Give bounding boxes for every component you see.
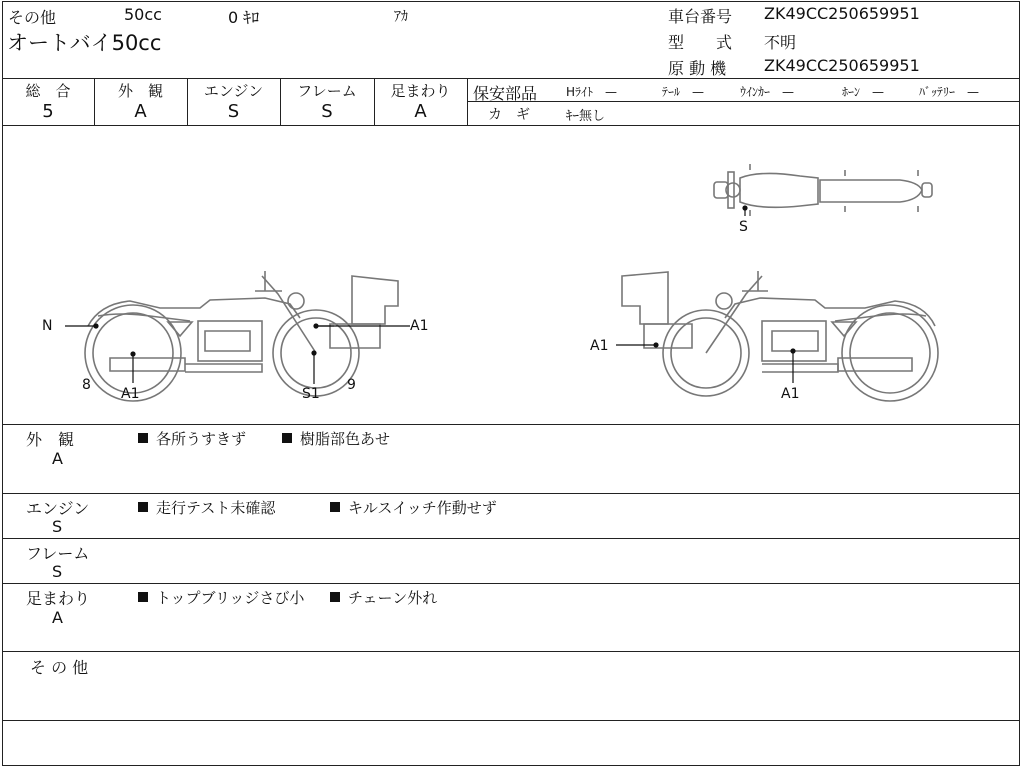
section-engine-note (138, 497, 275, 518)
section-suspension-grade: A (52, 608, 63, 627)
left-view-mark-s1: S1 (302, 386, 320, 402)
grade-engine-label: エンジン (203, 82, 264, 100)
safety-parts-title: 保安部品 (473, 84, 538, 103)
vehicle-type: オートバイ50cc (7, 31, 162, 55)
grade-total-value: 5 (42, 101, 54, 122)
other-label: その他 (8, 8, 57, 27)
note-text: 走行テスト未確認 (156, 499, 276, 517)
section-suspension-note (138, 587, 304, 608)
grade-divider (467, 78, 468, 125)
model-value: 不明 (764, 33, 797, 52)
key-value: ｷｰ無し (566, 109, 606, 124)
note-text: 樹脂部色あせ (300, 430, 391, 448)
motorcycle-right-view (622, 271, 938, 401)
left-view-mark-a1-case: A1 (410, 318, 429, 334)
engine-label: 原 動 機 (668, 59, 727, 78)
top-view-mark: S (739, 219, 748, 235)
grade-frame-label: フレーム (297, 82, 357, 100)
safety-item-battery: ﾊﾞｯﾃﾘｰ — (919, 85, 980, 99)
safety-item-horn: ﾎｰﾝ — (842, 85, 885, 99)
grade-total-label: 総 合 (25, 82, 71, 100)
section-suspension-label: 足まわり (26, 589, 91, 608)
section-frame-grade: S (52, 562, 63, 581)
color-value: ｱｶ (394, 9, 408, 25)
grade-exterior-value: A (134, 101, 147, 122)
frame-number-label: 車台番号 (668, 7, 733, 26)
note-text: チェーン外れ (348, 589, 438, 607)
grade-table-top-line (2, 78, 1020, 79)
grade-suspension-value: A (414, 101, 427, 122)
left-view-mark-8: 8 (82, 377, 91, 393)
note-text: 各所うすきず (156, 430, 247, 448)
section-line (2, 720, 1020, 721)
section-other-label: そ の 他 (30, 658, 89, 677)
grade-frame-value: S (321, 101, 333, 122)
section-exterior-label: 外 観 (26, 430, 75, 449)
section-line (2, 651, 1020, 652)
mileage: 0 ｷﾛ (228, 8, 260, 27)
safety-item-taillight: ﾃｰﾙ — (662, 85, 705, 99)
grade-suspension-label: 足まわり (390, 82, 451, 100)
note-text: トップブリッジさび小 (156, 589, 305, 607)
safety-item-winker: ｳｲﾝｶｰ — (740, 85, 795, 99)
grade-exterior-label: 外 観 (117, 82, 163, 100)
section-frame-label: フレーム (26, 544, 90, 563)
safety-item-headlight: Hﾗｲﾄ — (566, 85, 618, 99)
left-view-mark-9: 9 (347, 377, 356, 393)
note-text: キルスイッチ作動せず (348, 499, 497, 517)
frame-number: ZK49CC250659951 (764, 4, 920, 23)
section-line (2, 493, 1020, 494)
section-engine-note (330, 497, 497, 518)
left-view-mark-n: N (42, 318, 53, 334)
key-label: カ ギ (488, 107, 530, 123)
displacement: 50cc (124, 5, 162, 24)
section-engine-grade: S (52, 517, 63, 536)
model-label: 型 式 (668, 33, 733, 52)
right-view-mark-a1-engine: A1 (781, 386, 800, 402)
section-suspension-note (330, 587, 437, 608)
section-line (2, 538, 1020, 539)
section-exterior-note (282, 428, 390, 449)
section-line (2, 583, 1020, 584)
section-exterior-note (138, 428, 246, 449)
right-view-mark-a1-case: A1 (590, 338, 609, 354)
left-view-mark-a1-wheel: A1 (121, 386, 140, 402)
diagram-bottom-line (2, 424, 1020, 425)
motorcycle-diagram (0, 126, 1024, 424)
section-exterior-grade: A (52, 449, 63, 468)
engine-number: ZK49CC250659951 (764, 56, 920, 75)
safety-mid-line (467, 101, 1020, 102)
section-engine-label: エンジン (26, 499, 90, 518)
grade-engine-value: S (227, 101, 240, 122)
